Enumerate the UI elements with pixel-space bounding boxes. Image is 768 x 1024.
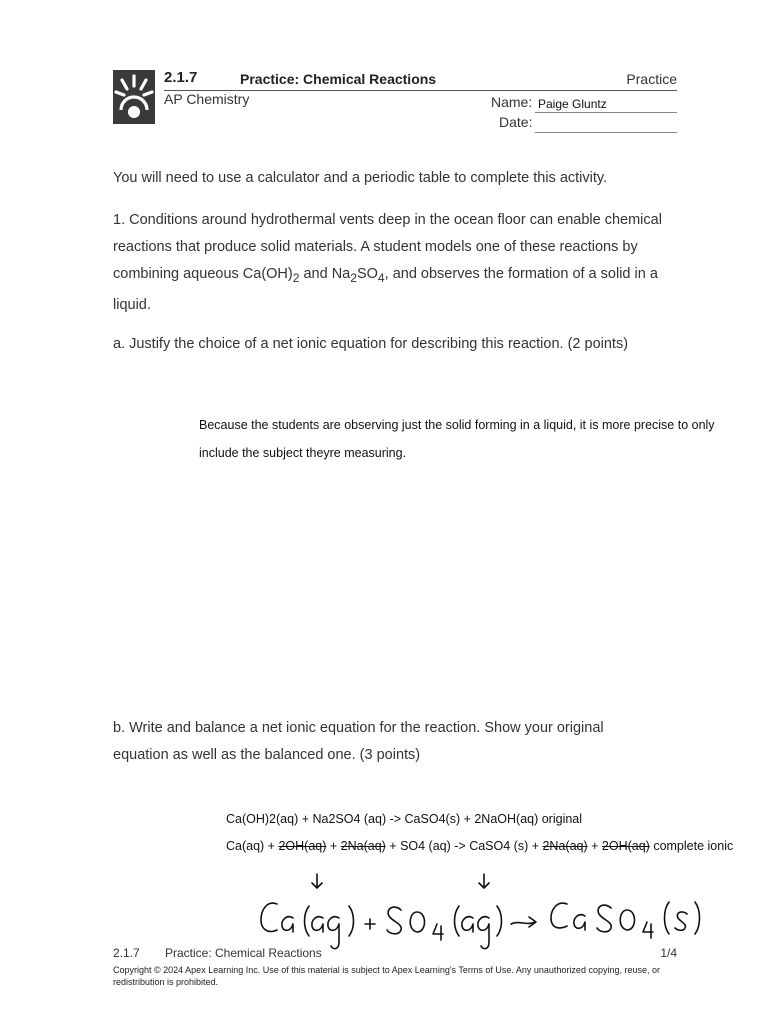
- complete-ionic-equation[interactable]: Ca(aq) + 2OH(aq) + 2Na(aq) + SO4 (aq) -> CaSO4 (s) + 2Na(aq) + 2OH(aq) complete ionic: [226, 839, 734, 853]
- footer-activity-title: Practice: Chemical Reactions: [165, 946, 322, 960]
- question-b: b. Write and balance a net ionic equation for the reaction. Show your original equation as well as the balanced one. (3 points): [113, 720, 604, 763]
- activity-type: Practice: [626, 71, 677, 87]
- date-label: Date:: [499, 114, 533, 130]
- apex-logo: [113, 70, 155, 124]
- question-1: 1. Conditions around hydrothermal vents deep in the ocean floor can enable chemical reactions that produce solid materials. A student models one of these reactions by combining aqueous $Ca(OH)_2$ and $Na_2SO_4$, and observes the formation of a solid in a liquid.: [113, 212, 662, 313]
- sunburst-icon: [113, 70, 155, 124]
- name-underline: [535, 112, 677, 113]
- name-label: Name:: [491, 94, 533, 110]
- course-name: AP Chemistry: [164, 91, 250, 107]
- date-field[interactable]: [535, 132, 677, 133]
- name-field[interactable]: Paige Gluntz: [538, 97, 607, 111]
- lesson-number: 2.1.7: [164, 69, 198, 86]
- instructions-text: You will need to use a calculator and a periodic table to complete this activity.: [113, 170, 608, 186]
- original-equation[interactable]: Ca(OH)2(aq) + Na2SO4 (aq) -> CaSO4(s) + 2NaOH(aq) original: [226, 812, 583, 826]
- answer-a[interactable]: Because the students are observing just the solid forming in a liquid, it is more precise to only include the subject theyre measuring.: [199, 418, 715, 460]
- copyright-notice: Copyright © 2024 Apex Learning Inc. Use of this material is subject to Apex Learning's Terms of Use. Any unauthorized copying, reuse, or redistribution is prohibited.: [113, 965, 660, 987]
- question-a: a. Justify the choice of a net ionic equation for describing this reaction. (2 points): [113, 336, 629, 352]
- page-number: 1/4: [660, 946, 677, 960]
- footer-lesson-number: 2.1.7: [113, 946, 140, 960]
- handwritten-net-ionic-equation: [255, 870, 715, 960]
- activity-title: Practice: Chemical Reactions: [240, 71, 437, 87]
